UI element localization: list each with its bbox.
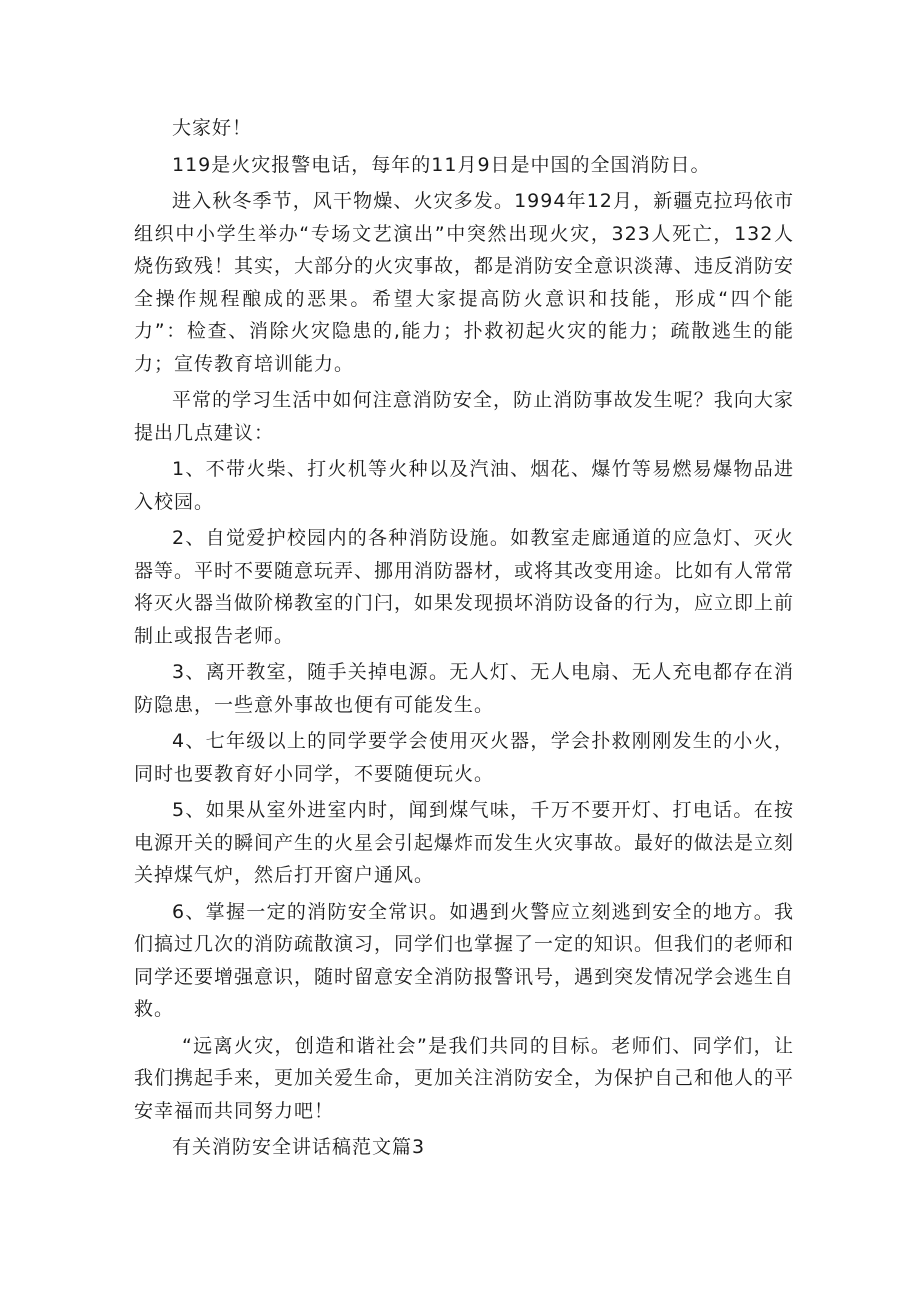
closing-paragraph: “远离火灾，创造和谐社会”是我们共同的目标。老师们、同学们，让我们携起手来，更加关爱生命，更加关注消防安全，为保护自己和他人的平安幸福而共同努力吧！ [134, 1034, 795, 1122]
greeting-paragraph: 大家好！ [172, 117, 253, 139]
suggestions-intro-paragraph: 平常的学习生活中如何注意消防安全，防止消防事故发生呢？我向大家提出几点建议： [134, 389, 794, 444]
fire-alarm-number-paragraph: 119是火灾报警电话，每年的11月9日是中国的全国消防日。 [172, 153, 711, 176]
next-section-heading: 有关消防安全讲话稿范文篇3 [172, 1136, 426, 1158]
suggestion-1-paragraph: 1、不带火柴、打火机等火种以及汽油、烟花、爆竹等易燃易爆物品进入校园。 [134, 458, 794, 513]
suggestion-3-paragraph: 3、离开教室，随手关掉电源。无人灯、无人电扇、无人充电都存在消防隐患，一些意外事故也便有可能发生。 [134, 661, 794, 716]
suggestion-6-paragraph: 6、掌握一定的消防安全常识。如遇到火警应立刻逃到安全的地方。我们搞过几次的消防疏散演习，同学们也掌握了一定的知识。但我们的老师和同学还要增强意识，随时留意安全消防报警讯号，遇到突发情况学会逃生自救。 [134, 900, 795, 1020]
suggestion-5-paragraph: 5、如果从室外进室内时，闻到煤气味，千万不要开灯、打电话。在按电源开关的瞬间产生的火星会引起爆炸而发生火灾事故。最好的做法是立刻关掉煤气炉，然后打开窗户通风。 [134, 799, 795, 886]
suggestion-4-paragraph: 4、七年级以上的同学要学会使用灭火器，学会扑救刚刚发生的小火，同时也要教育好小同学，不要随便玩火。 [134, 730, 794, 785]
document-body [134, 112, 794, 1168]
suggestion-2-paragraph: 2、自觉爱护校园内的各种消防设施。如教室走廊通道的应急灯、灭火器等。平时不要随意玩弄、挪用消防器材，或将其改变用途。比如有人常常将灭火器当做阶梯教室的门闩，如果发现损坏消防设备的行为，应立即上前制止或报告老师。 [134, 527, 795, 647]
fire-incident-paragraph: 进入秋冬季节，风干物燥、火灾多发。1994年12月，新疆克拉玛依市组织中小学生举办“专场文艺演出”中突然出现火灾，323人死亡，132人烧伤致残！其实，大部分的火灾事故，都是消防安全意识淡薄、违反消防安全操作规程酿成的恶果。希望大家提高防火意识和技能，形成“四个能力”：检查、消除火灾隐患的,能力；扑救初起火灾的能力；疏散逃生的能力；宣传教育培训能力。 [134, 190, 795, 375]
